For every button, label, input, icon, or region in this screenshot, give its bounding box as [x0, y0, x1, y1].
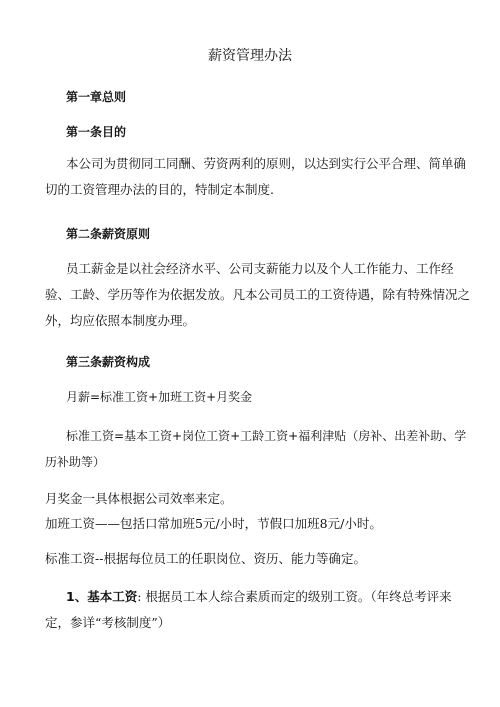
standard-wage-line — [45, 550, 470, 568]
standard-wage-text: --根据每位员工的任职岗位、资历、能力等确定。 — [95, 551, 366, 566]
basic-wage-text: : 根据员工本人综合素质而定的级别工资。（年终总考评来定，参详“考核制度”） — [45, 589, 452, 630]
monthly-bonus-text: 一具体根据公司效率来定。 — [82, 491, 233, 506]
overtime-line — [45, 515, 470, 533]
standard-wage-term: 标准工资 — [45, 551, 96, 566]
article-1-body: 本公司为贯彻同工同酬、劳资两利的原则，以达到实行公平合理、简单确切的工资管理办法的目的，特制定本制度. — [45, 156, 467, 197]
monthly-bonus-term: 月奖金 — [45, 491, 83, 506]
basic-wage-paragraph — [45, 584, 470, 636]
standard-wage-formula: 标准工资=基本工资+岗位工资+工龄工资+福利津贴（房补、出差补助、学历补助等） — [45, 429, 467, 469]
article-3-heading: 第三条薪资构成 — [66, 355, 151, 369]
overtime-text: ——包括口常加班5元/小时，节假口加班8元/小时。 — [95, 516, 382, 531]
overtime-term: 加班工资 — [45, 516, 96, 531]
document-title: 薪资管理办法 — [208, 48, 292, 64]
chapter-heading: 第一章总则 — [66, 90, 127, 104]
basic-wage-term: 1、基本工资 — [66, 589, 138, 604]
monthly-salary-formula: 月薪=标准工资+加班工资+月奖金 — [66, 390, 253, 404]
monthly-bonus-line — [45, 490, 470, 508]
article-1-heading: 第一条目的 — [66, 125, 127, 139]
article-2-body: 员工薪金是以社会经济水平、公司支薪能力以及个人工作能力、工作经验、工龄、学历等作为依据发放。凡本公司员工的工资待遇，除有特殊情况之外，均应依照本制度办理。 — [45, 261, 471, 328]
article-2-heading: 第二条薪资原则 — [66, 227, 151, 241]
